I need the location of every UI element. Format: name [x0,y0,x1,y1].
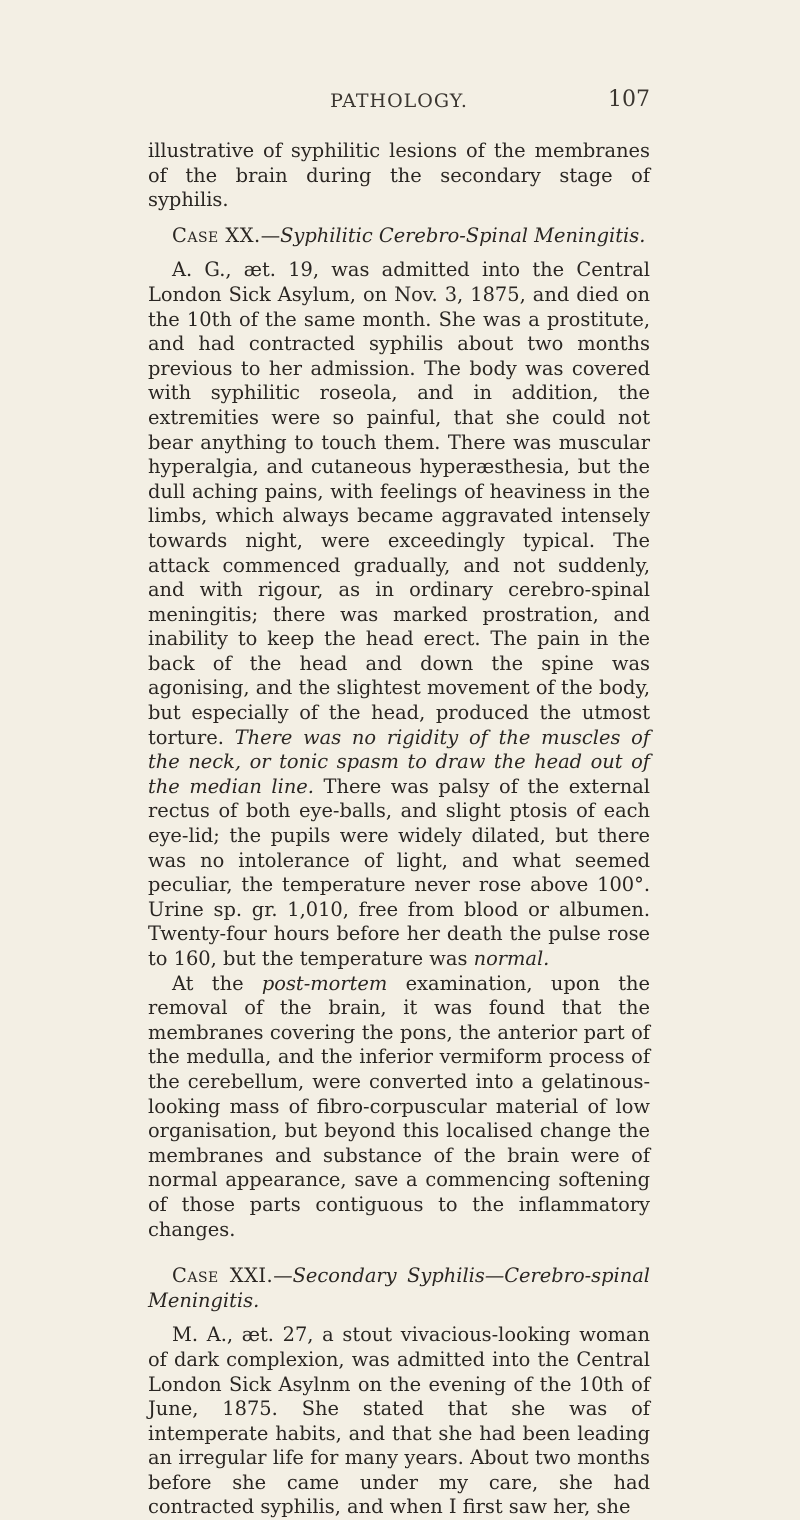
case-xx-text-b: There was palsy of the external rectus of both eye-balls, and slight ptosis of each eye-lid; the pupils were widely dilated, but there was no intolerance of light, and what seemed peculiar, the temperature never rose above 100°. Urine sp. gr. 1,010, free from blood or albumen. Twenty-four hours before her death the pulse rose to 160, but the temperature was [148,774,650,970]
case-xxi-dash: — [273,1264,293,1288]
page-header [148,87,650,120]
case-xx-pm-italic: post-mortem [261,971,388,995]
case-xx-italic-observation: There was no rigidity of the muscles of the neck, or tonic spasm to draw the head out of the median line. [148,725,650,798]
case-xxi-label: Case XXI. [172,1264,274,1288]
case-xx-label: Case XX. [172,223,261,247]
case-xx-heading [148,224,650,249]
case-xxi-paragraph-1: M. A., æt. 27, a stout vivacious-looking woman of dark complexion, was admitted into the Central London Sick Asylnm on the evening of the 10th of June, 1875. She stated that she was of intemperate habits, and that she had been leading an irregular life for many years. About two months before she came under my care, she had contracted syphilis, and when I first saw her, she [148,1323,650,1519]
case-xx-pm-text: examination, upon the removal of the brain, it was found that the membranes covering the pons, the anterior part of the medulla, and the inferior vermiform process of the cerebellum, were converted into a gelatinous-looking mass of fibro-corpuscular material of low organisation, but beyond this localised change the membranes and substance of the brain were of normal appearance, save a commencing softening of those parts contiguous to the inflammatory changes. [148,971,651,1241]
case-xx-italic-normal: normal. [473,947,550,970]
case-xx-dash: — [260,223,281,247]
page-body [148,139,650,1520]
case-xxi-heading [148,1264,650,1313]
case-xxi-title: Secondary Syphilis—Cerebro-spinal Meningitis. [148,1264,651,1312]
case-xx-paragraph-2 [148,972,650,1243]
intro-paragraph: illustrative of syphilitic lesions of the membranes of the brain during the secondary stage of syphilis. [148,139,650,212]
running-title: PATHOLOGY. [330,90,468,112]
page-number: 107 [608,87,650,112]
case-xx-paragraph-1 [148,258,650,971]
case-xx-pm-lead: At the [172,971,244,995]
case-xx-text-a: A. G., æt. 19, was admitted into the Central London Sick Asylum, on Nov. 3, 1875, and died on the 10th of the same month. She was a prostitute, and had contracted syphilis about two months previous to her admission. The body was covered with syphilitic roseola, and in addition, the extremities were so painful, that she could not bear anything to touch them. There was muscular hyperalgia, and cutaneous hyperæsthesia, but the dull aching pains, with feelings of heaviness in the limbs, which always became aggravated intensely towards night, were exceedingly typical. The attack commenced gradually, and not suddenly, and with rigour, as in ordinary cerebro-spinal meningitis; there was marked prostration, and inability to keep the head erect. The pain in the back of the head and down the spine was agonising, and the slightest movement of the body, but especially of the head, produced the utmost torture. [148,258,650,749]
case-xx-title: Syphilitic Cerebro-Spinal Meningitis. [280,223,646,247]
